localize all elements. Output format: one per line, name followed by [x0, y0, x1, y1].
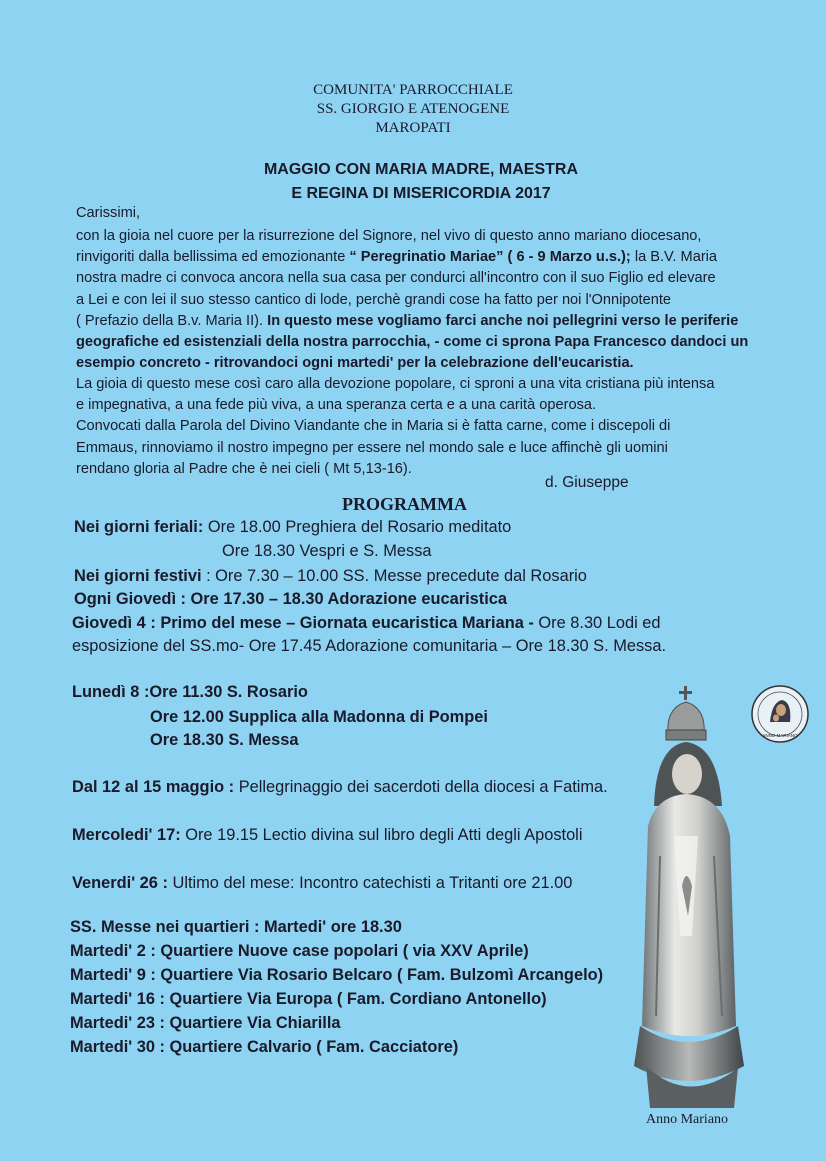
letter-text: rinvigoriti dalla bellissima ed emozionante: [76, 249, 350, 265]
letter-line: [76, 313, 738, 329]
letter-text-bold: In questo mese vogliamo farci anche noi pellegrini verso le periferie: [267, 313, 739, 329]
quartiere-item: Martedi' 16 : Quartiere Via Europa ( Fam. Cordiano Antonello): [70, 990, 547, 1008]
parish-name: COMUNITA' PARROCCHIALE: [313, 82, 513, 98]
letter-line: e impegnativa, a una fede più viva, a una speranza certa e a una carità operosa.: [76, 397, 597, 413]
program-giovedi4: [72, 614, 661, 633]
program-text: Ore 11.30 S. Rosario: [149, 683, 308, 701]
program-lunedi-3: Ore 18.30 S. Messa: [150, 731, 299, 749]
program-venerdi: [72, 874, 572, 893]
program-label: Giovedì 4 : Primo del mese – Giornata eucaristica Mariana -: [72, 614, 534, 632]
letter-text: la B.V. Maria: [630, 249, 718, 265]
letter-line: Convocati dalla Parola del Divino Viandante che in Maria si è fatta carne, come i discepoli di: [76, 418, 671, 434]
letter-line: La gioia di questo mese così caro alla devozione popolare, ci sproni a una vita cristiana più intensa: [76, 376, 715, 392]
program-label: Dal 12 al 15 maggio :: [72, 778, 235, 796]
signature: d. Giuseppe: [545, 474, 629, 491]
quartieri-title: SS. Messe nei quartieri : Martedi' ore 18.30: [70, 918, 402, 936]
letter-line: esempio concreto - ritrovandoci ogni martedi' per la celebrazione dell'eucaristia.: [76, 355, 634, 371]
program-giovedi: Ogni Giovedì : Ore 17.30 – 18.30 Adorazione eucaristica: [74, 590, 508, 608]
letter-text-bold: “ Peregrinatio Mariae” ( 6 - 9 Marzo u.s.);: [349, 249, 631, 265]
letter-line: con la gioia nel cuore per la risurrezione del Signore, nel vivo di questo anno mariano diocesano,: [76, 228, 702, 244]
document-title-line2: E REGINA DI MISERICORDIA 2017: [291, 185, 551, 202]
program-label: Venerdi' 26 :: [72, 874, 168, 892]
program-text: Ore 19.15 Lectio divina sul libro degli Atti degli Apostoli: [180, 826, 583, 844]
program-text: Pellegrinaggio dei sacerdoti della diocesi a Fatima.: [234, 778, 608, 796]
madonna-statue-image: [626, 686, 772, 1108]
quartiere-item: Martedi' 30 : Quartiere Calvario ( Fam. Cacciatore): [70, 1038, 459, 1056]
program-lunedi: [72, 683, 308, 702]
letter-line: rendano gloria al Padre che è nei cieli ( Mt 5,13-16).: [76, 461, 412, 477]
program-label: Mercoledi' 17:: [72, 826, 181, 844]
image-caption: Anno Mariano: [646, 1112, 729, 1127]
letter-line: [76, 249, 717, 265]
letter-greeting: Carissimi,: [76, 205, 141, 221]
letter-line: geografiche ed esistenziali della nostra parrocchia, - come ci sprona Papa Francesco dandoci un: [76, 334, 749, 350]
program-heading: PROGRAMMA: [342, 494, 467, 514]
program-feriali-2: Ore 18.30 Vespri e S. Messa: [222, 542, 432, 560]
badge-text: ANNO MARIANO: [762, 733, 798, 738]
program-label: Nei giorni festivi: [74, 567, 202, 585]
document-title-line1: MAGGIO CON MARIA MADRE, MAESTRA: [263, 161, 579, 178]
letter-line: a Lei e con lei il suo stesso cantico di lode, perchè grandi cose ha fatto per noi l'Onnipotente: [76, 292, 672, 308]
letter-line: Emmaus, rinnoviamo il nostro impegno per essere nel mondo sale e luce affinchè gli uomini: [76, 440, 668, 456]
program-lunedi-2: Ore 12.00 Supplica alla Madonna di Pompei: [150, 708, 488, 726]
parish-saints: SS. GIORGIO E ATENOGENE: [316, 101, 510, 117]
program-mercoledi: [72, 826, 582, 845]
quartiere-item: Martedi' 9 : Quartiere Via Rosario Belcaro ( Fam. Bulzomì Arcangelo): [70, 966, 604, 984]
program-text: Ore 8.30 Lodi ed: [533, 614, 661, 632]
program-fatima: [72, 778, 608, 797]
letter-text: ( Prefazio della B.v. Maria II).: [76, 313, 268, 329]
parish-town: MAROPATI: [375, 120, 451, 136]
quartiere-item: Martedi' 23 : Quartiere Via Chiarilla: [70, 1014, 341, 1032]
quartiere-item: Martedi' 2 : Quartiere Nuove case popolari ( via XXV Aprile): [70, 942, 529, 960]
program-text: Ultimo del mese: Incontro catechisti a Tritanti ore 21.00: [167, 874, 573, 892]
program-text: : Ore 7.30 – 10.00 SS. Messe precedute dal Rosario: [201, 567, 587, 585]
program-festivi: [74, 567, 587, 586]
program-label: Lunedì 8 :: [72, 683, 150, 701]
letter-line: nostra madre ci convoca ancora nella sua casa per condurci all'incontro con il suo Figlio ed elevare: [76, 270, 716, 286]
program-giovedi4-line2: esposizione del SS.mo- Ore 17.45 Adorazione comunitaria – Ore 18.30 S. Messa.: [72, 637, 667, 655]
program-label: Nei giorni feriali:: [74, 518, 204, 536]
program-feriali: [74, 518, 511, 537]
program-text: Ore 18.00 Preghiera del Rosario meditato: [203, 518, 512, 536]
